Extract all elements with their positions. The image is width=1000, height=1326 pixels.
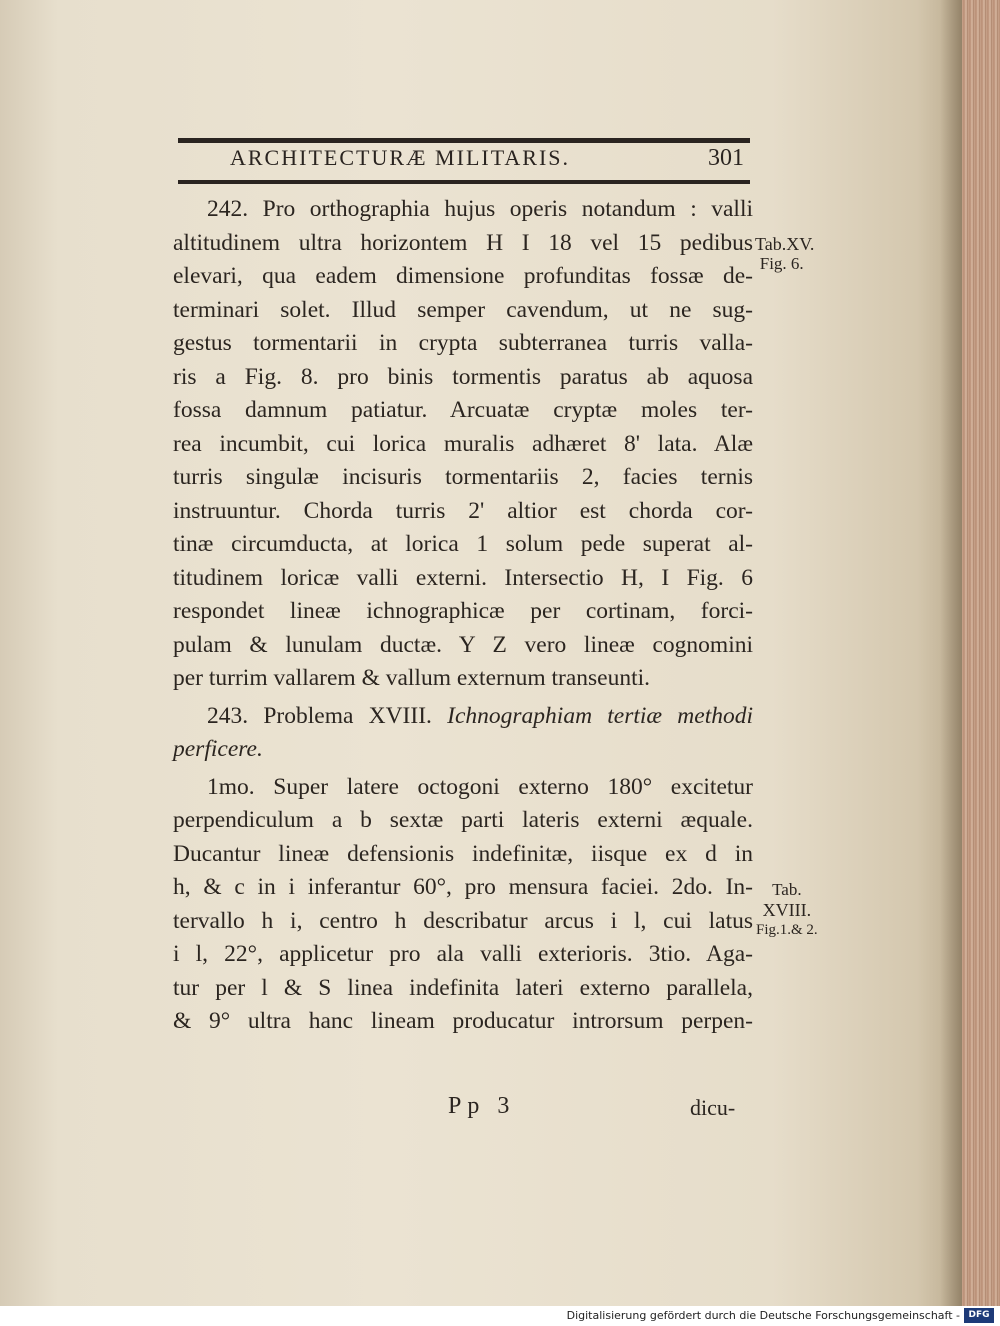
text-line: gestus tormentarii in crypta subterranea turris valla- xyxy=(173,330,753,356)
text-line: 1mo. Super latere octogoni externo 180° excitetur xyxy=(207,773,753,800)
text-line: tur per l & S linea indefinita lateri externo parallela, xyxy=(173,974,753,1001)
text-line: rea incumbit, cui lorica muralis adhæret 8' lata. Alæ xyxy=(173,430,753,457)
text-line: perpendiculum a b sextæ parti lateris externi æquale. xyxy=(173,807,753,833)
text-line: i l, 22°, applicetur pro ala valli exterioris. 3tio. Aga- xyxy=(173,941,753,967)
text-line: tervallo h i, centro h describatur arcus i l, cui latus xyxy=(173,907,753,934)
text-line: h, & c in i inferantur 60°, pro mensura faciei. 2do. In- xyxy=(173,874,753,900)
text-line: ris a Fig. 8. pro binis tormentis paratus ab aquosa xyxy=(173,363,753,390)
problem-title: Ichnographiam tertiæ methodi xyxy=(447,702,754,729)
catchword: dicu- xyxy=(690,1095,736,1120)
text-line: fossa damnum patiatur. Arcuatæ cryptæ moles ter- xyxy=(173,397,753,423)
margin-note-tab-xviii xyxy=(756,880,818,940)
text-line: terminari solet. Illud semper cavendum, ut ne sug- xyxy=(173,296,753,323)
page-number: 301 xyxy=(708,145,744,171)
text-line: instruuntur. Chorda turris 2' altior est chorda cor- xyxy=(173,497,753,524)
funding-notice: Digitalisierung gefördert durch die Deutsche Forschungsgemeinschaft - xyxy=(566,1309,960,1322)
text-line: per turrim vallarem & vallum externum transeunti. xyxy=(173,665,651,691)
margin-note-tab-xv xyxy=(755,234,814,274)
text-line: altitudinem ultra horizontem H I 18 vel 15 pedibus xyxy=(173,229,753,256)
book-page-edges xyxy=(962,0,1000,1306)
text-line: 242. Pro orthographia hujus operis notandum : valli xyxy=(207,196,753,222)
running-head: ARCHITECTURÆ MILITARIS. xyxy=(230,145,571,170)
text-line: elevari, qua eadem dimensione profunditas fossæ de- xyxy=(173,263,753,289)
text-line: titudinem loricæ valli externi. Intersectio H, I Fig. 6 xyxy=(173,564,753,591)
signature-mark: Pp 3 xyxy=(448,1093,516,1119)
header-rule-bottom xyxy=(178,180,750,184)
margin-note-line: Fig. 6. xyxy=(759,254,804,273)
text-line: & 9° ultra hanc lineam producatur introrsum perpen- xyxy=(173,1008,753,1034)
text-line: turris singulæ incisuris tormentariis 2, facies ternis xyxy=(173,464,753,490)
dfg-logo: DFG xyxy=(964,1308,994,1323)
text-line: pulam & lunulam ductæ. Y Z vero lineæ cognomini xyxy=(173,631,753,658)
text-line: respondet lineæ ichnographicæ per cortinam, forci- xyxy=(173,598,753,624)
problem-number: 243. Problema XVIII. xyxy=(207,702,432,729)
problem-heading xyxy=(173,700,753,734)
margin-note-line: Tab.XV. xyxy=(755,234,815,254)
digitization-footer xyxy=(0,1306,1000,1326)
margin-note-line: Tab. xyxy=(772,880,802,899)
header-rule-top xyxy=(178,138,750,143)
text-line: tinæ circumducta, at lorica 1 solum pede superat al- xyxy=(173,531,753,557)
text-line: Ducantur lineæ defensionis indefinitæ, iisque ex d in xyxy=(173,840,753,867)
problem-title-continued: perficere. xyxy=(173,736,263,762)
body-text xyxy=(173,193,753,1039)
margin-note-line: XVIII. xyxy=(762,900,812,920)
margin-note-line: Fig.1.& 2. xyxy=(756,922,818,938)
